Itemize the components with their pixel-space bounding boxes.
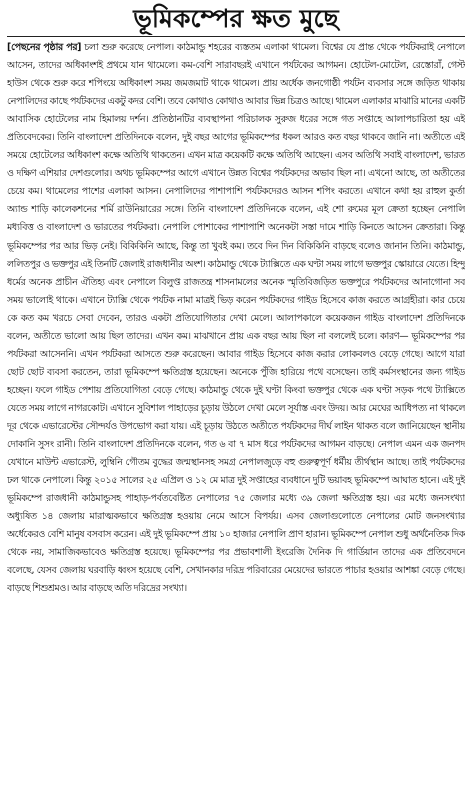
continued-from-kicker: [পেছনের পৃষ্ঠার পর] [7, 42, 82, 53]
headline: ভূমিকম্পের ক্ষত মুছে [133, 4, 339, 33]
headline-divider [7, 36, 465, 37]
article-body-text: চলা শুরু করেছে নেপাল। কাঠমান্ডু শহরের ব্যস্ততম এলাকা থামেল। বিশ্বের যে প্রান্ত থেকে পর্যটকরাই নেপালে আসেন, তাদের অধিকাংশই প্রথমে যান থামেলে। কম-বেশি সারাবছরই এখানে পর্যটকের আগমন। হোটেল-মোটেল, রেস্তোরাঁ, গেস্ট হাউস থেকে শুরু করে শপিংয়ে অধিকাংশ সময় জমজমাট থাকে থামেল। প্রায় অর্ধেক জনগোষ্ঠী পর্যটন ব্যবসার সঙ্গে জড়িত থাকায় নেপালিদের কাছে পর্যটকদের একটু কদর বেশি। তবে কোথাও কোথাও আবার ভিন্ন চিত্রও আছে। থামেল এলাকার মাঝারি মানের একটি আবাসিক হোটেলের নাম হিমালয় দর্শন। প্রতিষ্ঠানটির ব্যবস্থাপনা পরিচালক সুরুজ ধরের সঙ্গে গত সপ্তাহে আলাপচারিতা হয় এই প্রতিবেদকের। তিনি বাংলাদেশ প্রতিদিনকে বলেন, দুই বছর আগের ভূমিকম্পের ধকল আরও কত বছর থাকবে জানি না। অতীতে এই সময়ে হোটেলের অধিকাংশ কক্ষে অতিথি থাকতেন। এখন মাত্র কয়েকটি কক্ষে অতিথি আছেন। এসব অতিথি সবাই বাংলাদেশ, ভারত ও দক্ষিণ এশিয়ার দেশগুলোর। অথচ ভূমিকম্পের আগে এখানে উন্নত বিশ্বের পর্যটকদের অভাব ছিল না। এখনো আছে, তা অতীতের চেয়ে কম। থামেলের পাশের এলাকা আসন। নেপালিদের পাশাপাশি পর্যটকদেরও আসন শপিং করতে। এখানে কথা হয় রাহুল কুর্তা অ্যান্ড শাড়ি কালেকশনের শর্মি রাউনিয়ারের সঙ্গে। তিনি বাংলাদেশ প্রতিদিনকে বলেন, এই শো রুমের মূল ক্রেতা হচ্ছেন নেপালি মধ্যবিত্ত ও বাংলাদেশ ও ভারতের পর্যটকরা। নেপালি পোশাকের পাশাপাশি অনেকটা সস্তা দামে শাড়ি কিনতে আসেন ক্রেতারা। কিন্তু ভূমিকম্পের পর আর ভিড় নেই। বিকিকিনি আছে, কিন্তু তা খুবই কম। তবে দিন দিন বিকিকিনি বাড়ছে বলেও জানান তিনি। কাঠমান্ডু, ললিতপুর ও ভক্তপুর এই তিনটি জেলাই রাজধানীর অংশ। কাঠমান্ডু থেকে ট্যাক্সিতে এক ঘণ্টা সময় লাগে ভক্তপুর স্কোয়ারে যেতে। হিন্দু ধর্মের অনেক প্রাচীন ঐতিহ্য এবং নেপালে বিলুপ্ত রাজতন্ত্র শাসনামলের অনেক স্মৃতিবিজড়িত ভক্তপুরে পর্যটকদের আনাগোনা সব সময় ভালোই থাকে। এখানে ট্যাক্সি থেকে পর্যটক নামা মাত্রই ভিড় করেন পর্যটকদের গাইড হিসেবে কাজ করতে আগ্রহীরা। কার চেয়ে কে কত কম খরচে সেবা দেবেন, তারও একটা প্রতিযোগিতার দেখা মেলে। আলাপকালে কয়েকজন গাইড বাংলাদেশ প্রতিদিনকে বলেন, অতীতে ভালো আয় ছিল তাদের। এখন কম। মাঝখানে প্রায় এক বছর আয় ছিল না বললেই চলে। কারণ— ভূমিকম্পের পর পর্যটকরা আসেননি। এখন পর্যটকরা আসতে শুরু করেছেন। আবার গাইড হিসেবে কাজ করার লোকবলও বেড়ে গেছে। আগে যারা ছোট ছোট ব্যবসা করতেন, তারা ভূমিকম্পে ক্ষতিগ্রস্ত হয়েছেন। অনেকে পুঁজি হারিয়ে পথে বসেছেন। তাই কর্মসংস্থানের জন্য গাইড হচ্ছেন। ফলে গাইড পেশায় প্রতিযোগিতা বেড়ে গেছে। কাঠমান্ডু থেকে দুই ঘণ্টা কিংবা ভক্তপুর থেকে এক ঘণ্টা সড়ক পথে ট্যাক্সিতে যেতে সময় লাগে নাগরকোট। এখানে সুবিশাল পাহাড়ের চূড়ায় উঠলে দেখা মেলে সূর্যাস্ত এবং উদয়। আর মেঘের আধিপত্য না থাকলে দূর থেকে এভারেস্টের সৌন্দর্যও উপভোগ করা যায়। এই চূড়ায় উঠতে অতীতে পর্যটকদের দীর্ঘ লাইন থাকত বলে জানিয়েছেন স্থানীয় দোকানি সুসং রানী। তিনি বাংলাদেশ প্রতিদিনকে বলেন, গত ৬ বা ৭ মাস ধরে পর্যটকদের আগমন বাড়ছে। নেপাল এমন এক জনপদ যেখানে মাউন্ট এভারেস্ট, লুম্বিনি গৌতম বুদ্ধের জন্মস্থানসহ সমগ্র নেপালজুড়ে বহু গুরুত্বপূর্ণ ধর্মীয় তীর্থস্থান আছে। তাই পর্যটকদের ঢল থাকে নেপালে। কিন্তু ২০১৫ সালের ২৫ এপ্রিল ও ১২ মে মাত্র দুই সপ্তাহের ব্যবধানে দুটি ভয়াবহ ভূমিকম্পে আঘাত হানে। এই দুই ভূমিকম্পে রাজধানী কাঠমান্ডুসহ পাহাড়-পর্বতবেষ্টিত নেপালের ৭৫ জেলার মধ্যে ৩৯ জেলা ক্ষতিগ্রস্ত হয়। এর মধ্যে জনসংখ্যা অধ্যুষিত ১৪ জেলায় মারাত্মকভাবে ক্ষতিগ্রস্ত হওয়ায় নেমে আসে বিপর্যয়। এসব জেলাগুলোতে নেপালের মোট জনসংখ্যার অর্ধেকেরও বেশি মানুষ বসবাস করেন। এই দুই ভূমিকম্পে প্রায় ১০ হাজার নেপালি প্রাণ হারান। ভূমিকম্পে নেপাল শুধু অর্থনৈতিক দিক থেকে নয়, সামাজিকভাবেও ক্ষতিগ্রস্ত হয়েছে। ভূমিকম্পের পর প্রভাবশালী ইংরেজি দৈনিক দি গার্ডিয়ান তাদের এক প্রতিবেদনে বলেছে, যেসব জেলায় ঘরবাড়ি ধ্বংস হয়েছে বেশি, সেখানকার দরিদ্র পরিবারের মেয়েদের ভারতে পাচার হওয়ার আশঙ্কা বেড়ে গেছে। বাড়ছে শিশুশ্রমও। আর বাড়ছে অতি দরিদ্রের সংখ্যা। [7, 42, 465, 595]
article-body [7, 39, 465, 795]
